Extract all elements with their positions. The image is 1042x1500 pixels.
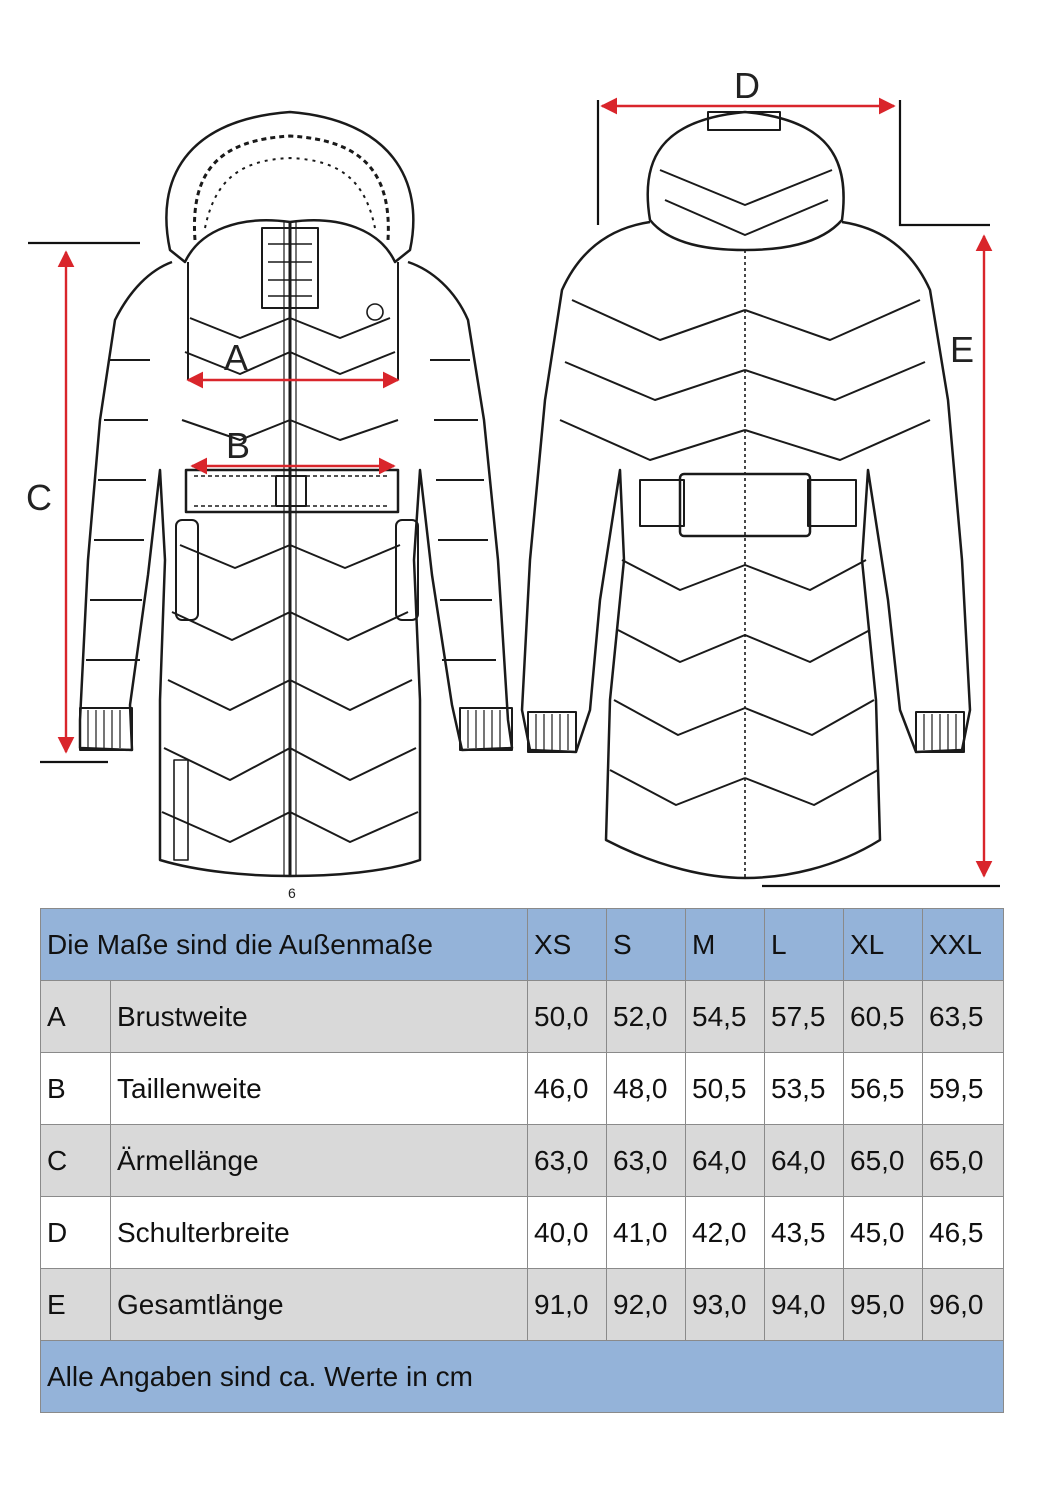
label-e: E [950,329,975,370]
measure-value: 95,0 [844,1269,923,1341]
size-chart-table [40,908,1004,1413]
measure-value: 40,0 [528,1197,607,1269]
table-row [41,1125,1004,1197]
measure-name: Taillenweite [111,1053,528,1125]
measure-value: 41,0 [607,1197,686,1269]
table-row [41,1053,1004,1125]
measure-value: 63,0 [528,1125,607,1197]
label-b: B [226,425,251,466]
measure-value: 96,0 [923,1269,1004,1341]
measure-value: 92,0 [607,1269,686,1341]
back-hood [648,112,844,250]
measure-value: 52,0 [607,981,686,1053]
label-a: A [224,337,249,378]
measure-code: D [41,1197,111,1269]
coat-front-drawing [80,112,512,876]
measure-value: 64,0 [765,1125,844,1197]
size-header: XXL [923,909,1004,981]
measure-name: Gesamtlänge [111,1269,528,1341]
measure-value: 57,5 [765,981,844,1053]
coat-back-drawing [522,112,970,878]
size-header: S [607,909,686,981]
table-row [41,1197,1004,1269]
measure-value: 91,0 [528,1269,607,1341]
measure-value: 42,0 [686,1197,765,1269]
measure-value: 65,0 [844,1125,923,1197]
measure-value: 63,0 [607,1125,686,1197]
measure-value: 45,0 [844,1197,923,1269]
measure-value: 94,0 [765,1269,844,1341]
measure-value: 56,5 [844,1053,923,1125]
table-row [41,981,1004,1053]
label-c: C [26,477,52,518]
measure-code: E [41,1269,111,1341]
table-header-row [41,909,1004,981]
table-row [41,1269,1004,1341]
size-header: XS [528,909,607,981]
measure-value: 60,5 [844,981,923,1053]
measure-value: 64,0 [686,1125,765,1197]
measure-value: 53,5 [765,1053,844,1125]
table-header-title: Die Maße sind die Außenmaße [41,909,528,981]
label-d: D [734,65,760,106]
measure-name: Brustweite [111,981,528,1053]
table-footer-note: Alle Angaben sind ca. Werte in cm [41,1341,1004,1413]
measure-value: 54,5 [686,981,765,1053]
measure-value: 65,0 [923,1125,1004,1197]
measure-code: A [41,981,111,1053]
size-header: M [686,909,765,981]
measure-value: 46,0 [528,1053,607,1125]
back-belt [640,480,684,526]
measure-value: 46,5 [923,1197,1004,1269]
back-body-outline [522,222,970,878]
measure-value: 43,5 [765,1197,844,1269]
measure-value: 50,0 [528,981,607,1053]
measure-value: 63,5 [923,981,1004,1053]
size-header: XL [844,909,923,981]
measure-code: B [41,1053,111,1125]
zipper-tag-number: 6 [288,885,296,900]
measure-name: Ärmellänge [111,1125,528,1197]
table-footer-row [41,1341,1004,1413]
measure-value: 48,0 [607,1053,686,1125]
measure-name: Schulterbreite [111,1197,528,1269]
measure-code: C [41,1125,111,1197]
size-header: L [765,909,844,981]
measure-value: 59,5 [923,1053,1004,1125]
measure-value: 50,5 [686,1053,765,1125]
measure-value: 93,0 [686,1269,765,1341]
